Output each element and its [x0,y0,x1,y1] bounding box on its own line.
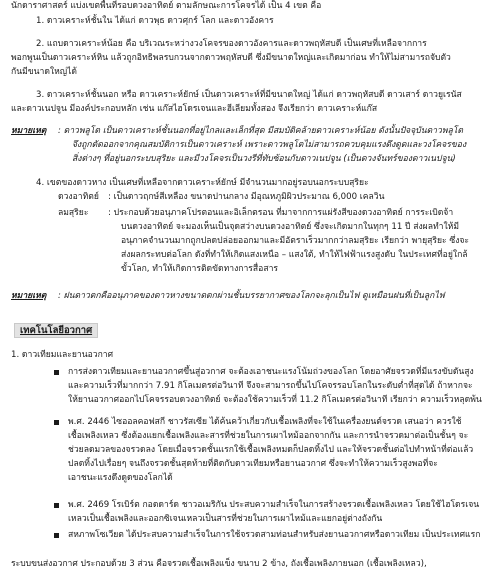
solar-wind-line-e: ขั้วโลก, ทำให้เกิดการติดขัดทางการสื่อสาร [121,264,279,274]
bullet-icon [54,533,59,538]
space-shuttle-line: ระบบขนส่งอวกาศ ประกอบด้วย 3 ส่วน คือจรวดเชื้อเพลิงแข็ง ขนาบ 2 ข้าง, ถังเชื้อเพลิงภายนอก (เชื้อเพลิงเหลว), [11,559,427,569]
bullet-2-line-c: ช่วยลดมวลของจรวดลง โดยเมื่อจรวดชั้นแรกใช้เชื้อเพลิงหมดก็ปลดทิ้งไป และให้จรวดชั้นต่อไปทำหน้าที่ต่อแล้ว [68,445,474,455]
bullet-1-line-c: ให้ยานอวกาศออกไปโคจรรอบดวงอาทิตย์ จะต้องใช้ความเร็วที่ 11.2 กิโลเมตรต่อวินาที เรียกว่า ความเร็วหลุดพ้น [68,395,482,405]
sun-description: : เป็นดาวฤกษ์สีเหลือง ขนาดปานกลาง มีอุณหภูมิผิวประมาณ 6,000 เคลวิน [108,192,385,202]
solar-wind-line-c: อนุภาคจำนวนมากถูกปลดปล่อยออกมาและมีอัตราเร็วมากกว่าลมสุริยะ เรียกว่า พายุสุริยะ ซึ่งจะ [121,236,470,246]
solar-wind-line-a: : ประกอบด้วยอนุภาคโปรตอนและอิเล็กตรอน ที่มาจากการแผ่รังสีของดวงอาทิตย์ การระเบิดจ้า [108,208,454,218]
intro-line: นักดาราศาสตร์ แบ่งเขตพื้นที่รอบดวงอาทิตย์ ตามลักษณะการโคจรได้ เป็น 4 เขต คือ [11,1,322,11]
note-1-label: หมายเหตุ [11,126,47,136]
zone-4-comets: 4. เขตของดาวหาง เป็นเศษที่เหลือจากดาวเคราะห์ยักษ์ มีจำนวนมากอยู่รอบนอกระบบสุริยะ [36,178,369,188]
solar-wind-line-b: บนดวงอาทิตย์ จะมองเห็นเป็นจุดสว่างบนดวงอาทิตย์ ซึ่งจะเกิดมากในทุกๆ 11 ปี ส่งผลทำให้มี [121,222,459,232]
note-1-line-b: จึงถูกตัดออกจากคุณสมบัติการเป็นดาวเคราะห์ เพราะดาวพลูโตไม่สามารถควบคุมแรงดึงดูดและวงโคจรของ [72,140,467,150]
bullet-3-line-a: พ.ศ. 2469 โรเบิร์ต กอดดาร์ด ชาวอเมริกัน ประสบความสำเร็จในการสร้างจรวดเชื้อเพลิงเหลว โดยใช้ไฮโดรเจน [68,500,480,510]
note-2-text: : ฝนดาวตกคืออนุภาคของดาวหางขนาดตกผ่านชั้นบรรยากาศของโลกจะลุกเป็นไฟ ดูเหมือนฝนที่เป็นลูกไฟ [58,291,445,301]
sun-label: ดวงอาทิตย์ [58,192,99,202]
zone-2-line-c: กันมีขนาดใหญ่ได้ [11,67,77,77]
bullet-2-line-d: ปลดทิ้งไปเรื่อยๆ จนถึงจรวดชั้นสุดท้ายที่ติดกับดาวเทียมหรือยานอวกาศ ซึ่งจะทำให้ความเร็วสูงพอที่จะ [68,459,438,469]
bullet-4-text: สหภาพโซเวียต ได้ประสบความสำเร็จในการใช้จรวดสามท่อนสำหรับส่งยานอวกาศหรือดาวเทียม เป็นประเทศแรก [68,530,481,540]
section-heading-space-technology: เทคโนโลยีอวกาศ [14,323,98,338]
zone-3-line-a: 3. ดาวเคราะห์ชั้นนอก หรือ ดาวเคราะห์ยักษ์ เป็นดาวเคราะห์ที่มีขนาดใหญ่ ได้แก่ ดาวพฤหัสบดี ดาวเสาร์ ดาวยูเรนัส [36,90,462,100]
zone-3-line-b: และดาวเนปจูน มีองค์ประกอบหลัก เช่น แก๊สไฮโดรเจนและฮีเลียมทั้งสอง จึงเรียกว่า ดาวเคราะห์แก๊ส [11,104,378,114]
bullet-2-line-b: เชื้อเพลิงเหลว ซึ่งต้องแยกเชื้อเพลิงและสารที่ช่วยในการเผาไหม้ออกจากกัน และการนำจรวดมาต่อเป็นชั้นๆ จะ [68,431,469,441]
zone-1-inner-planets: 1. ดาวเคราะห์ชั้นใน ได้แก่ ดาวพุธ ดาวศุกร์ โลก และดาวอังคาร [36,16,274,26]
zone-2-line-a: 2. แถบดาวเคราะห์น้อย คือ บริเวณระหว่างวงโคจรของดาวอังคารและดาวพฤหัสบดี เป็นเศษที่เหลือจากการ [36,39,427,49]
subsection-1-title: 1. ดาวเทียมและยานอวกาศ [11,350,114,360]
note-1-line-c: สิ่งต่างๆ ที่อยู่นอกระบบสุริยะ และมีวงโคจรเป็นวงรีที่ทับซ้อนกับดาวเนปจูน (เป็นดวงจันทร์ของดาวเนปจูน) [72,154,456,164]
bullet-3-line-b: เหลวเป็นเชื้อเพลิงและออกซิเจนเหลวเป็นสารที่ช่วยในการเผาไหม้และแยกอยู่ต่างถังกัน [68,514,383,524]
bullet-icon [54,370,59,375]
note-2-label: หมายเหตุ [11,291,47,301]
bullet-2-line-e: เอาชนะแรงดึงดูดของโลกได้ [68,473,173,483]
zone-2-line-b: พอกพูนเป็นดาวเคราะห์หิน แล้วถูกอิทธิพลรบกวนจากดาวพฤหัสบดี ซึ่งมีขนาดใหญ่และเกิดมาก่อน ทำให้ไม่สามารถจับตัว [11,53,451,63]
bullet-icon [54,420,59,425]
solar-wind-label: ลมสุริยะ [58,208,89,218]
bullet-icon [54,503,59,508]
note-1-line-a: : ดาวพลูโต เป็นดาวเคราะห์ชั้นนอกที่อยู่ไกลและเล็กที่สุด มีสมบัติคล้ายดาวเคราะห์น้อย ดังนั้นปัจจุบันดาวพลูโต [58,126,463,136]
solar-wind-line-d: ส่งผลกระทบต่อโลก ดังที่ทำให้เกิดแสงเหนือ – แสงใต้, ทำให้ไฟฟ้าแรงสูงดับ ในประเทศที่อยู่ใกล้ [121,250,468,260]
bullet-2-line-a: พ.ศ. 2446 ไซออลคอฟสกี ชาวรัสเซีย ได้ค้นคว้าเกี่ยวกับเชื้อเพลิงที่จะใช้ในเครื่องยนต์จรวด เสนอว่า ควรใช้ [68,417,462,427]
bullet-1-line-b: และความเร็วที่มากกว่า 7.91 กิโลเมตรต่อวินาที จึงจะสามารถขึ้นไปโคจรรอบโลกในระดับต่ำที่สุดได้ ถ้าหากจะ [68,381,473,391]
bullet-1-line-a: การส่งดาวเทียมและยานอวกาศขึ้นสู่อวกาศ จะต้องเอาชนะแรงโน้มถ่วงของโลก โดยอาศัยจรวดที่มีแรงขับดันสูง [68,367,474,377]
